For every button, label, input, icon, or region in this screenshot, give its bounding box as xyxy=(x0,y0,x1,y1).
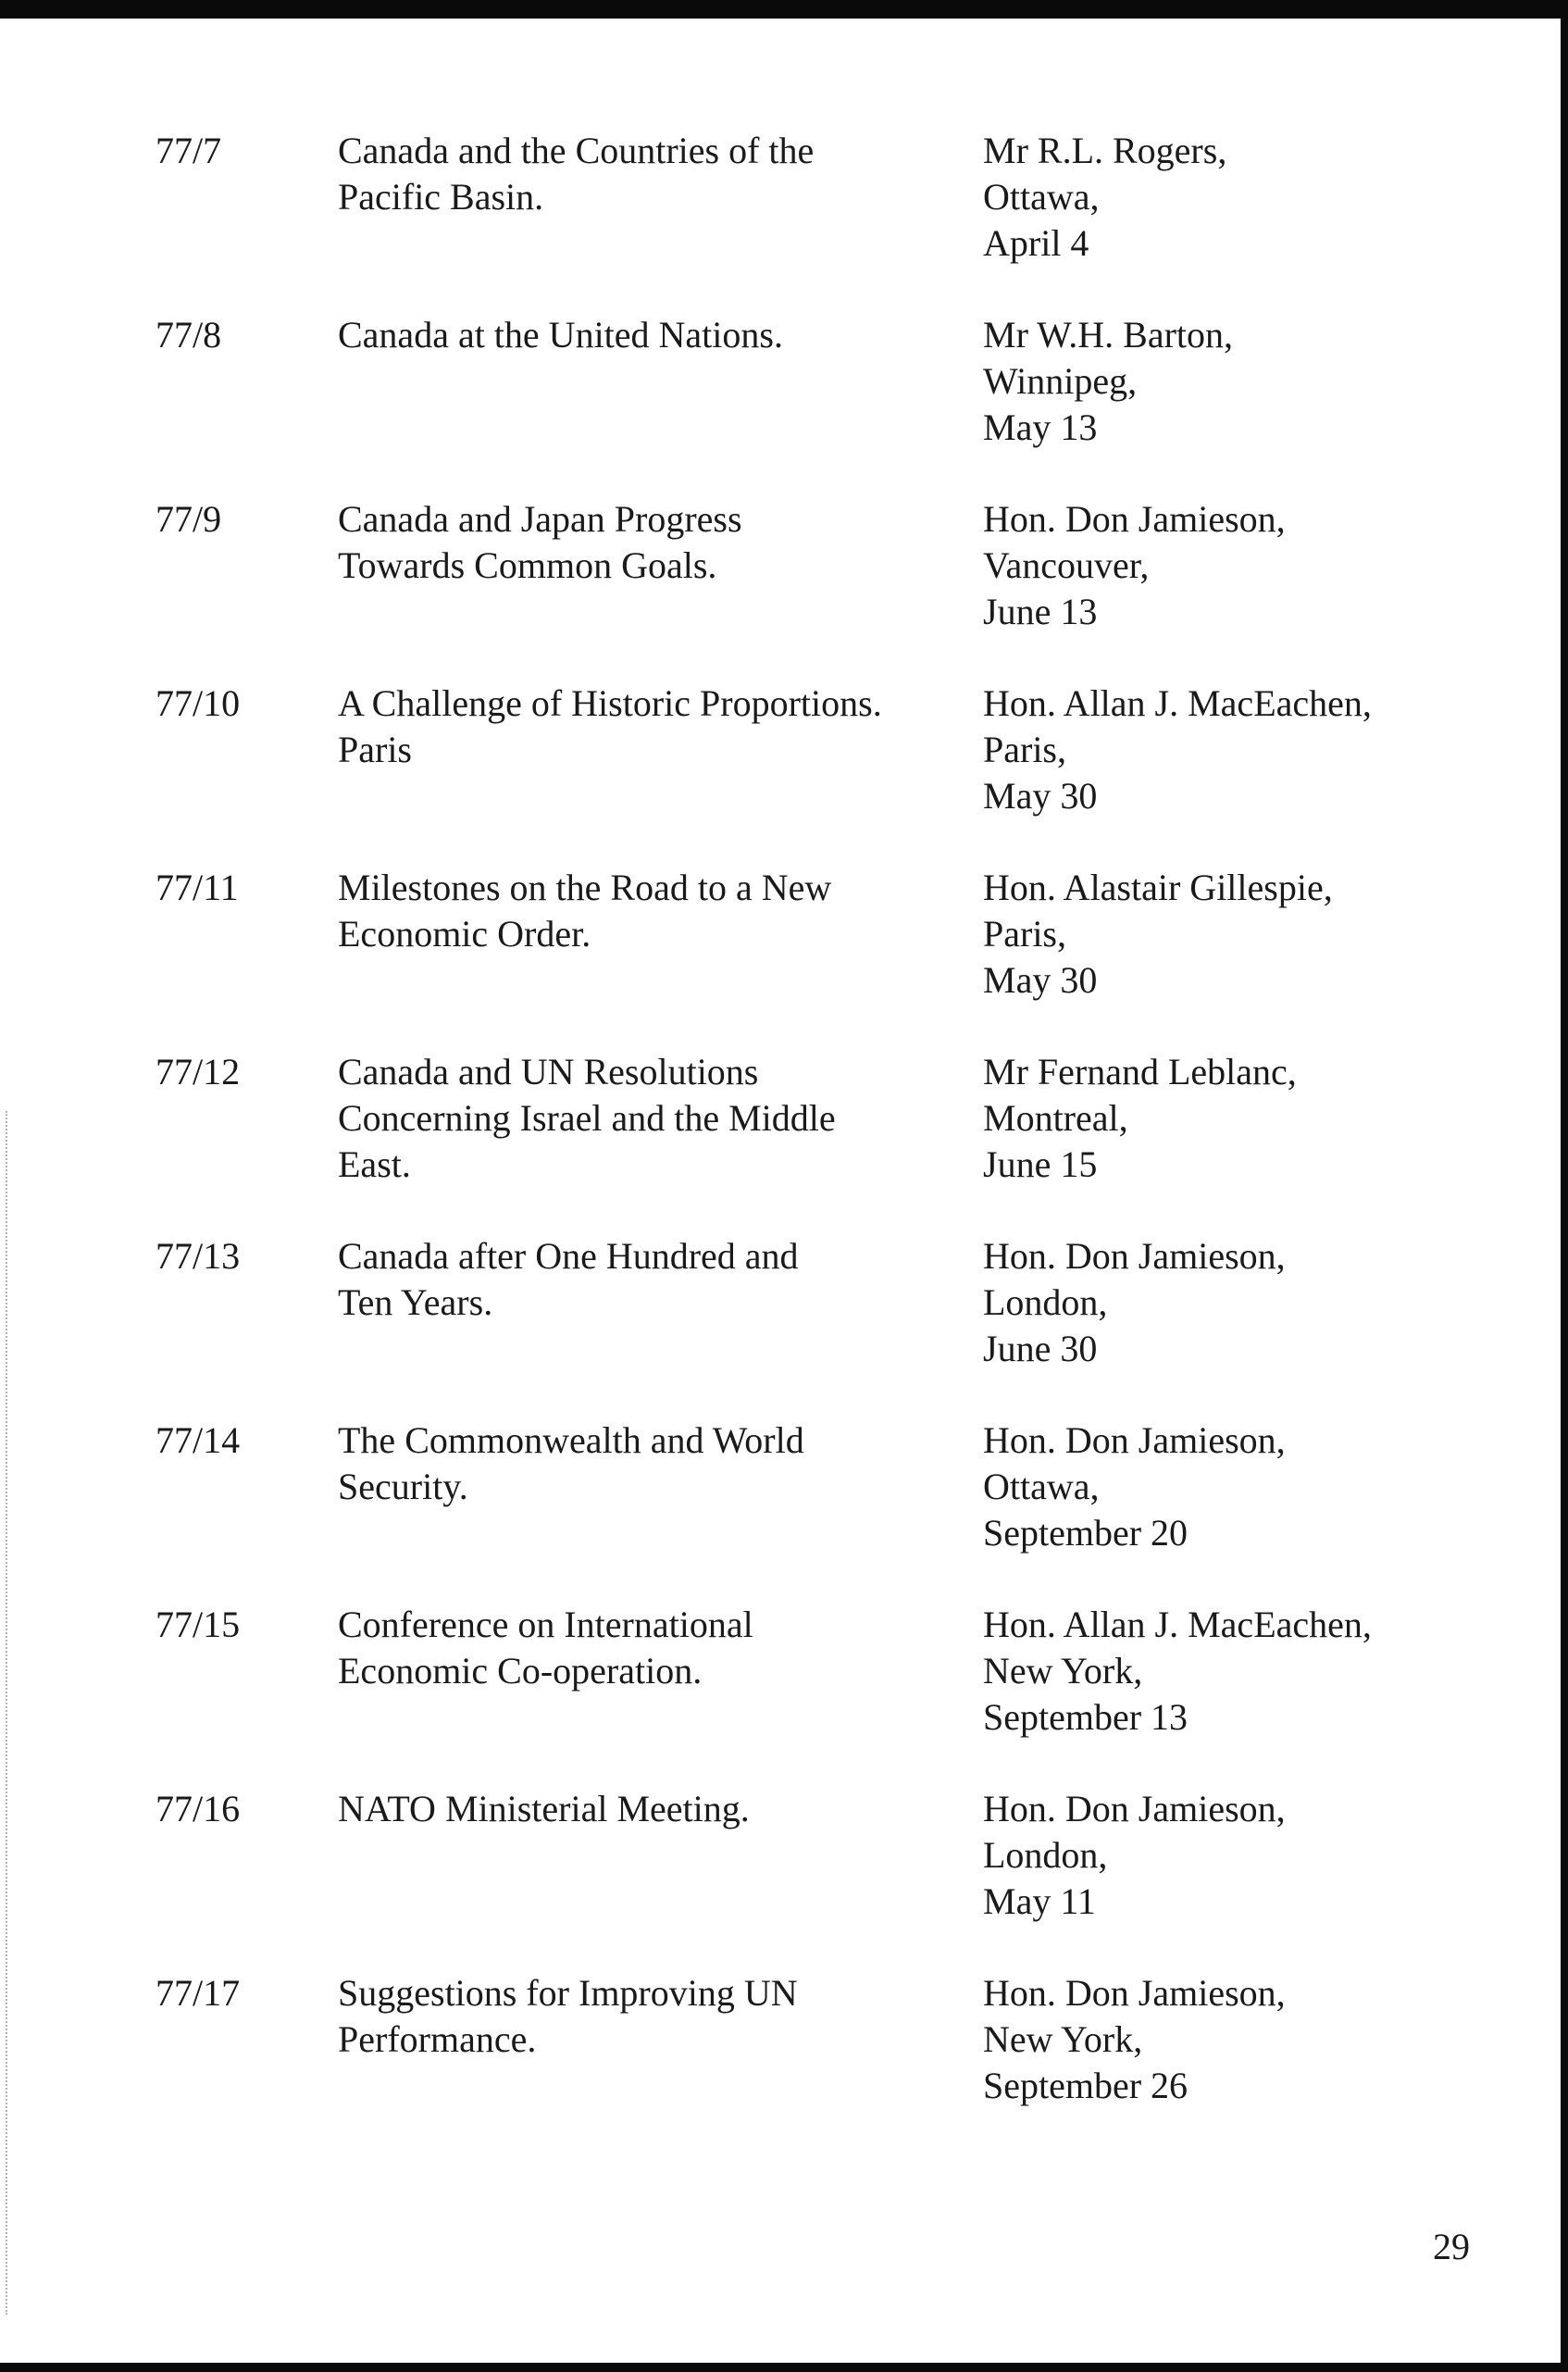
speaker-place: Montreal, xyxy=(983,1097,1128,1139)
title-line: Economic Co-operation. xyxy=(338,1650,703,1692)
entry-number: 77/10 xyxy=(156,682,241,724)
entry-title xyxy=(338,1233,930,1326)
scan-top-border xyxy=(0,0,1568,19)
entry-speaker xyxy=(983,496,1501,635)
entry-title xyxy=(338,1417,930,1510)
title-line: NATO Ministerial Meeting. xyxy=(338,1788,750,1829)
title-line: Suggestions for Improving UN xyxy=(338,1972,798,2014)
speaker-name: Hon. Don Jamieson, xyxy=(983,1972,1286,2014)
speaker-date: September 20 xyxy=(983,1512,1188,1554)
speaker-date: May 30 xyxy=(983,959,1098,1001)
speaker-place: London, xyxy=(983,1834,1108,1876)
title-line: Conference on International xyxy=(338,1604,753,1645)
speaker-name: Hon. Don Jamieson, xyxy=(983,498,1286,540)
speaker-date: June 15 xyxy=(983,1143,1098,1185)
entry-title xyxy=(338,1970,930,2063)
title-line: Security. xyxy=(338,1466,468,1507)
title-line: Paris xyxy=(338,729,412,770)
title-line: A Challenge of Historic Proportions. xyxy=(338,682,882,724)
title-line: Canada and UN Resolutions xyxy=(338,1051,759,1092)
entry-title xyxy=(338,312,930,358)
entry-number: 77/17 xyxy=(156,1972,241,2014)
entry-title xyxy=(338,1602,930,1694)
entry-number: 77/13 xyxy=(156,1235,241,1277)
entry-number: 77/14 xyxy=(156,1419,241,1461)
speaker-place: Ottawa, xyxy=(983,1466,1100,1507)
title-line: Pacific Basin. xyxy=(338,176,544,218)
scan-left-edge xyxy=(6,1111,9,2315)
title-line: Towards Common Goals. xyxy=(338,544,717,586)
entry-speaker xyxy=(983,312,1501,451)
speaker-place: Paris, xyxy=(983,913,1066,955)
speaker-place: Vancouver, xyxy=(983,544,1150,586)
entry-speaker xyxy=(983,1417,1501,1556)
entry-title xyxy=(338,496,930,589)
entry-title xyxy=(338,1049,930,1188)
speaker-date: May 30 xyxy=(983,775,1098,817)
speaker-place: Ottawa, xyxy=(983,176,1100,218)
speaker-place: London, xyxy=(983,1281,1108,1323)
entry-number: 77/11 xyxy=(156,867,239,908)
speaker-place: New York, xyxy=(983,1650,1143,1692)
speaker-name: Hon. Alastair Gillespie, xyxy=(983,867,1333,908)
title-line: Canada after One Hundred and xyxy=(338,1235,799,1277)
speaker-place: Paris, xyxy=(983,729,1066,770)
entry-number: 77/9 xyxy=(156,498,222,540)
entry-number: 77/7 xyxy=(156,130,222,171)
entry-speaker xyxy=(983,680,1501,819)
speaker-name: Mr Fernand Leblanc, xyxy=(983,1051,1297,1092)
scan-bottom-border xyxy=(0,2363,1568,2372)
scan-right-border xyxy=(1561,0,1568,2372)
speaker-date: April 4 xyxy=(983,222,1089,264)
speaker-name: Hon. Don Jamieson, xyxy=(983,1788,1286,1829)
speaker-name: Hon. Allan J. MacEachen, xyxy=(983,1604,1372,1645)
title-line: Performance. xyxy=(338,2018,537,2060)
entry-number: 77/16 xyxy=(156,1788,241,1829)
title-line: Canada and Japan Progress xyxy=(338,498,742,540)
title-line: Milestones on the Road to a New xyxy=(338,867,832,908)
entry-number: 77/8 xyxy=(156,314,222,356)
entry-title xyxy=(338,865,930,957)
entry-number: 77/12 xyxy=(156,1051,241,1092)
entry-title xyxy=(338,128,930,220)
entry-speaker xyxy=(983,1049,1501,1188)
speaker-name: Mr W.H. Barton, xyxy=(983,314,1233,356)
title-line: Concerning Israel and the Middle xyxy=(338,1097,836,1139)
entry-title xyxy=(338,1786,930,1832)
speaker-date: September 26 xyxy=(983,2065,1188,2106)
speaker-date: June 13 xyxy=(983,591,1098,632)
speaker-date: June 30 xyxy=(983,1328,1098,1369)
speaker-date: May 13 xyxy=(983,406,1098,448)
entry-speaker xyxy=(983,1970,1501,2109)
speaker-place: Winnipeg, xyxy=(983,360,1138,402)
title-line: East. xyxy=(338,1143,411,1185)
entry-title xyxy=(338,680,930,773)
entry-speaker xyxy=(983,1233,1501,1372)
title-line: Economic Order. xyxy=(338,913,591,955)
speaker-date: May 11 xyxy=(983,1880,1096,1922)
entry-speaker xyxy=(983,865,1501,1004)
entry-speaker xyxy=(983,1786,1501,1925)
speaker-name: Hon. Allan J. MacEachen, xyxy=(983,682,1372,724)
title-line: Canada at the United Nations. xyxy=(338,314,783,356)
speaker-name: Mr R.L. Rogers, xyxy=(983,130,1227,171)
speaker-place: New York, xyxy=(983,2018,1143,2060)
page-number: 29 xyxy=(1433,2226,1470,2267)
speaker-date: September 13 xyxy=(983,1696,1188,1738)
entry-speaker xyxy=(983,1602,1501,1741)
entry-number: 77/15 xyxy=(156,1604,241,1645)
title-line: Canada and the Countries of the xyxy=(338,130,815,171)
entry-speaker xyxy=(983,128,1501,267)
speaker-name: Hon. Don Jamieson, xyxy=(983,1235,1286,1277)
title-line: The Commonwealth and World xyxy=(338,1419,804,1461)
title-line: Ten Years. xyxy=(338,1281,493,1323)
speaker-name: Hon. Don Jamieson, xyxy=(983,1419,1286,1461)
